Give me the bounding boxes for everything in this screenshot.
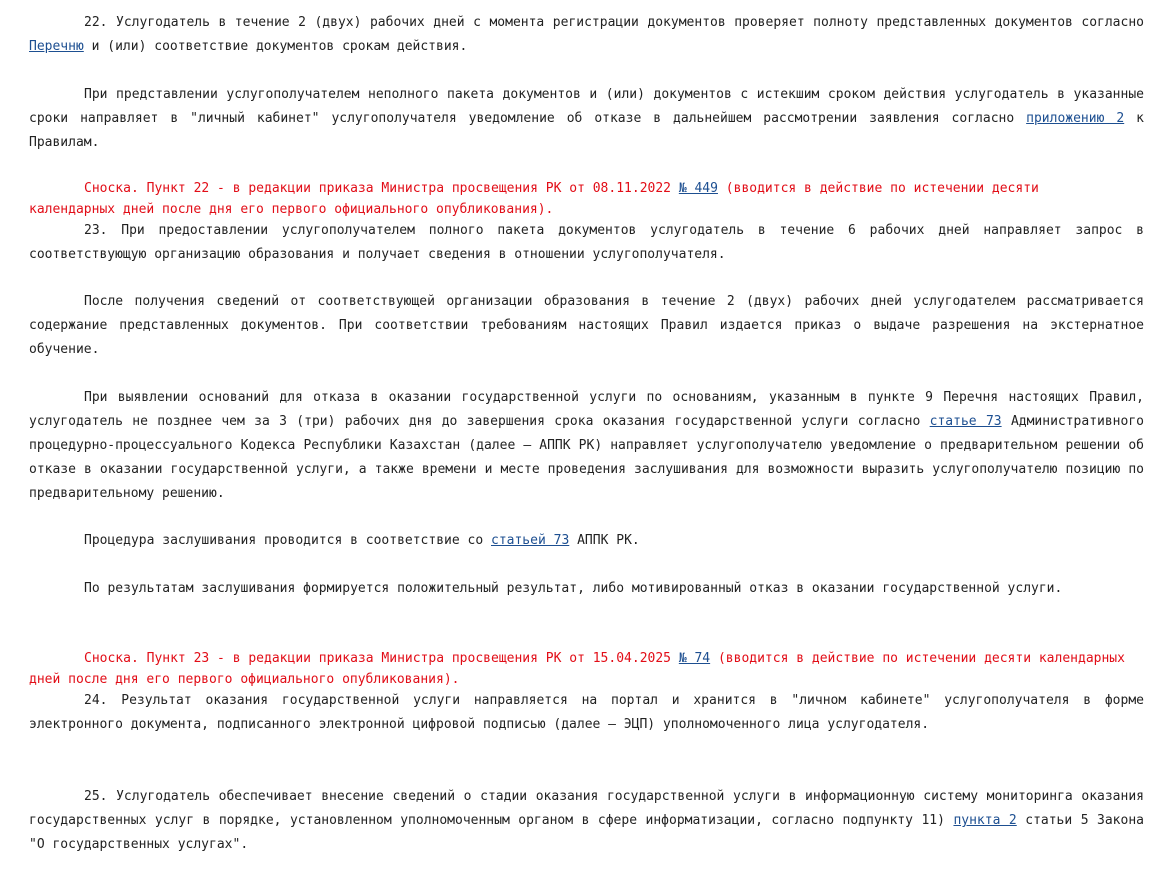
paragraph-text: статьи 5 Закона "О государственных услугах". [29,813,1144,852]
paragraph-23-refusal [29,386,1144,506]
paragraph-text: При представлении услугополучателем неполного пакета документов и (или) документов с истекшим сроком действия услугодатель в указанные сроки направляет в "личный кабинет" услугополучателя уведомление об отказе в дальнейшем рассмотрении заявления согласно [29,87,1144,126]
link-perechen[interactable]: Перечню [29,39,84,54]
footnote-text: Сноска. Пункт 23 - в редакции приказа Министра просвещения РК от 15.04.2025 [84,651,679,666]
link-order-74[interactable]: № 74 [678,651,711,666]
paragraph-23-hearing [29,529,1144,553]
paragraph-text: Процедура заслушивания проводится в соответствие со [84,533,491,548]
paragraph-text: Административного процедурно-процессуального Кодекса Республики Казахстан (далее – АППК РК) направляет услугополучателю уведомление о предварительном решении об отказе в оказании государственной услуги, а также времени и месте проведения заслушивания для возможности выразить услугополучателю позицию по предварительному решению. [29,414,1144,501]
footnote-text: Сноска. Пункт 22 - в редакции приказа Министра просвещения РК от 08.11.2022 [84,181,679,196]
link-article-73[interactable]: статье 73 [929,414,1002,429]
paragraph-text: к Правилам. [29,111,1144,150]
paragraph-22-incomplete [29,83,1144,155]
paragraph-24: 24. Результат оказания государственной услуги направляется на портал и хранится в "личном кабинете" услугополучателя в форме электронного документа, подписанного электронной цифровой подписью (далее – ЭЦП) уполномоченного лица услугодателя. [29,693,1144,732]
paragraph-23: 23. При предоставлении услугополучателем полного пакета документов услугодатель в течение 6 рабочих дней направляет запрос в соответствующую организацию образования и получает сведения в отношении услугополучателя. [29,223,1144,262]
paragraph-23-review: После получения сведений от соответствующей организации образования в течение 2 (двух) рабочих дней услугодателем рассматривается содержание представленных документов. При соответствии требованиям настоящих Правил издается приказ о выдаче разрешения на экстернатное обучение. [29,294,1144,357]
paragraph-text: 25. Услугодатель обеспечивает внесение сведений о стадии оказания государственной услуги в информационную систему мониторинга оказания государственных услуг в порядке, установленном уполномоченным органом в сфере информатизации, согласно подпункту 11) [29,789,1144,828]
footnote-22 [29,178,1128,220]
paragraph-text: 22. Услугодатель в течение 2 (двух) рабочих дней с момента регистрации документов проверяет полноту представленных документов согласно [84,15,1144,30]
paragraph-text: АППК РК. [569,533,640,548]
link-punkt-2[interactable]: пункта 2 [953,813,1017,828]
paragraph-text: и (или) соответствие документов срокам действия. [83,39,468,54]
paragraph-25 [29,785,1144,857]
link-article-73-appk[interactable]: статьей 73 [491,533,570,548]
footnote-23 [29,648,1128,690]
paragraph-23-result: По результатам заслушивания формируется положительный результат, либо мотивированный отказ в оказании государственной услуги. [84,581,1063,596]
link-appendix-2[interactable]: приложению 2 [1026,111,1125,126]
footnote-text: (вводится в действие по истечении десяти календарных дней после дня его первого официального опубликования). [29,181,1039,217]
footnote-text: (вводится в действие по истечении десяти календарных дней после дня его первого официального опубликования). [29,651,1125,687]
link-order-449[interactable]: № 449 [678,181,718,196]
paragraph-text: При выявлении оснований для отказа в оказании государственной услуги по основаниям, указанным в пункте 9 Перечня настоящих Правил, услугодатель не позднее чем за 3 (три) рабочих дня до завершения срока оказания государственной услуги согласно [29,390,1144,429]
paragraph-22 [29,11,1144,59]
